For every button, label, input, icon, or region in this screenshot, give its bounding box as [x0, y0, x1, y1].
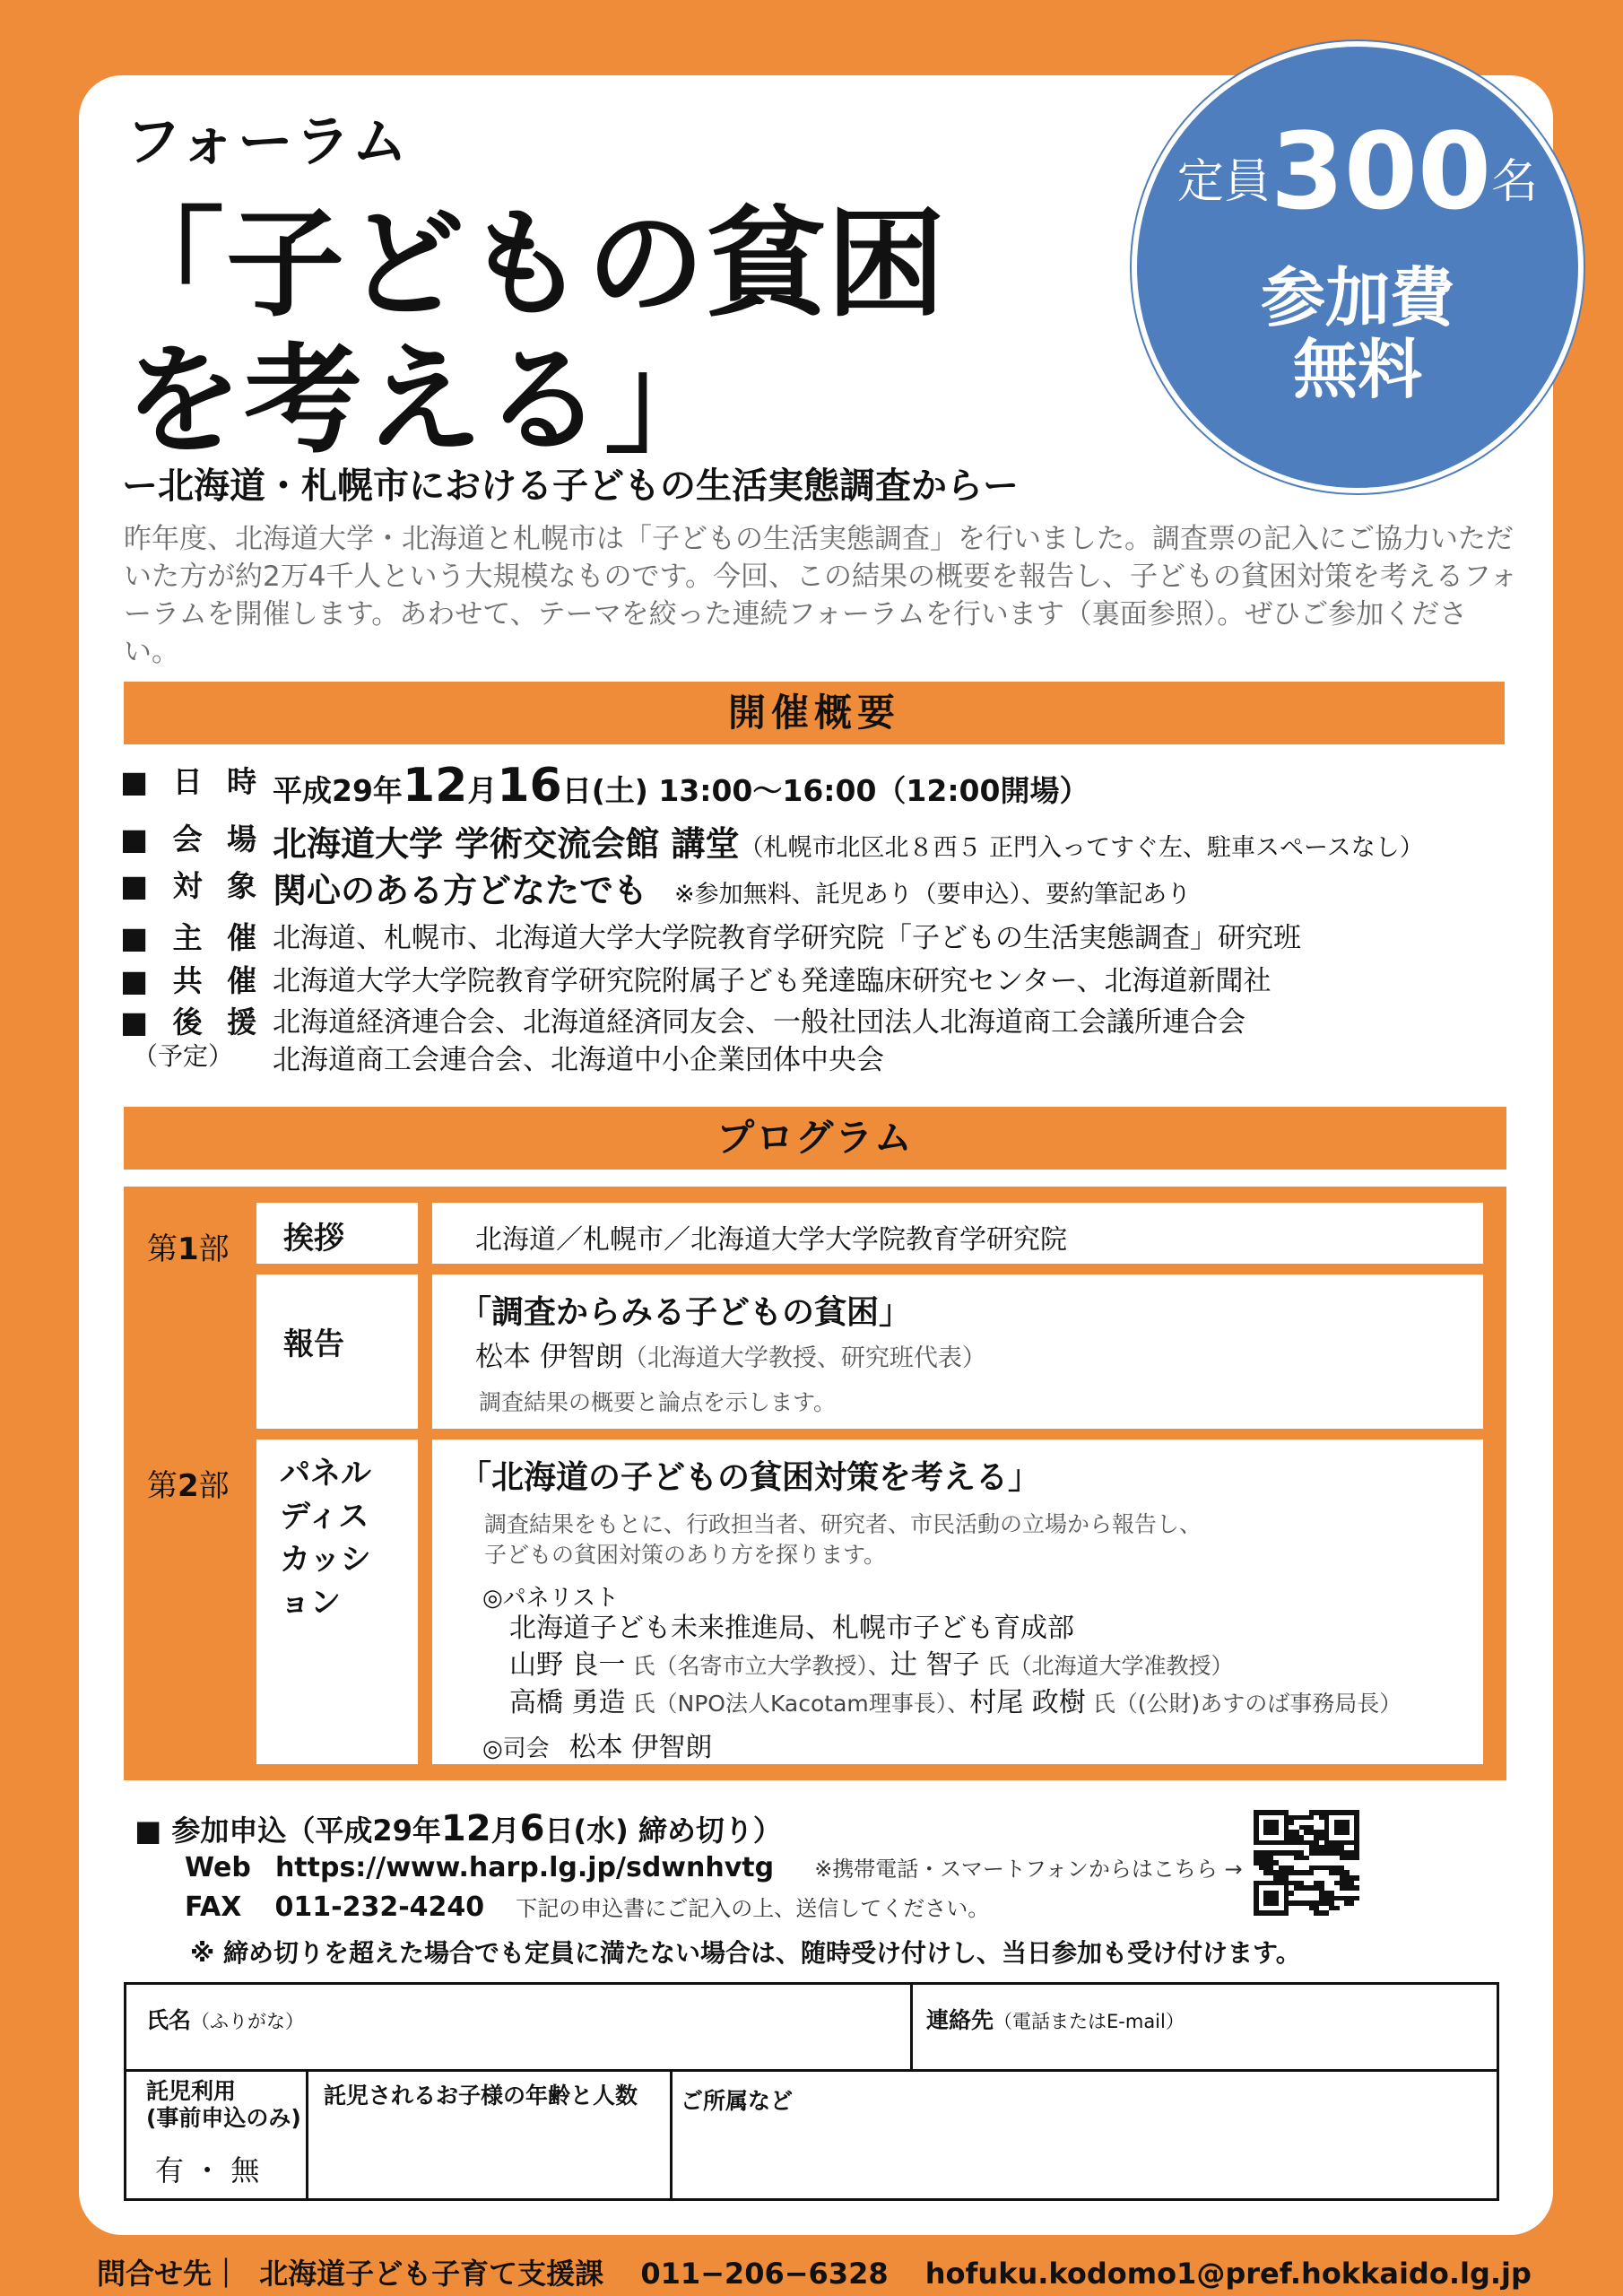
moderator-name: 松本 伊智朗: [568, 1732, 713, 1763]
target-label: ■ 対 象: [120, 868, 265, 903]
greeting-value: 北海道／札幌市／北海道大学大学院教育学研究院: [475, 1224, 1067, 1256]
application-heading: [135, 1808, 782, 1849]
web-label: Web: [185, 1852, 251, 1883]
affiliation-field[interactable]: ご所属など: [681, 2088, 794, 2114]
fee-line1: 参加費: [1260, 260, 1454, 335]
name-field[interactable]: [146, 2003, 304, 2035]
contact-sub: （電話またはE-mail）: [994, 2011, 1185, 2032]
fee-row: [1137, 262, 1578, 405]
panelist-heading: ◎パネリスト: [482, 1585, 620, 1612]
capacity-badge: [1132, 41, 1584, 493]
childcare-options[interactable]: 有 ・ 無: [155, 2153, 260, 2187]
panelist-2: [509, 1647, 1402, 1684]
panel-label-cell: [256, 1439, 418, 1764]
page-subtitle: ー北海道・札幌市における子どもの生活実態調査からー: [122, 465, 1019, 507]
panelist-3d: 氏（(公財)あすのば事務局長）: [1085, 1691, 1402, 1717]
capacity-row: [1137, 109, 1578, 233]
report-value-cell: [432, 1274, 1483, 1429]
web-url[interactable]: https://www.harp.lg.jp/sdwnhvtg: [274, 1852, 775, 1883]
support-line1: 北海道経済連合会、北海道経済同友会、一般社団法人北海道商工会議所連合会: [273, 1006, 1245, 1039]
form-col-divider-1: [306, 2069, 308, 2198]
panelist-3: [509, 1684, 1402, 1722]
page-title-line2: を考える」: [124, 332, 725, 470]
application-label-pre: ■ 参加申込（平成29年: [135, 1813, 441, 1848]
greeting-value-cell: [432, 1203, 1483, 1264]
form-col-divider-2: [670, 2069, 673, 2198]
page-title-line1: 「子どもの貧困: [106, 196, 947, 334]
report-speaker-row: [475, 1334, 986, 1374]
program-heading: プログラム: [124, 1107, 1506, 1170]
panelist-3a: 高橋 勇造: [509, 1687, 626, 1718]
childcare-label-2: (事前申込のみ): [146, 2105, 301, 2131]
overview-support-row: [120, 999, 1537, 1080]
panelist-3b: 氏（NPO法人Kacotam理事長）、: [625, 1691, 970, 1717]
panelist-list: [509, 1610, 1402, 1722]
support-label: ■ 後 援: [120, 1004, 265, 1039]
fax-note: 下記の申込書にご記入の上、送信してください。: [516, 1896, 990, 1921]
report-desc: 調査結果の概要と論点を示します。: [479, 1389, 837, 1415]
panel-title: 「北海道の子どもの貧困対策を考える」: [459, 1459, 1041, 1496]
organizer-value: 北海道、札幌市、北海道大学大学院教育学研究院「子どもの生活実態調査」研究班: [273, 922, 1301, 954]
program-table: [124, 1187, 1506, 1780]
part2-num: 2: [178, 1468, 199, 1504]
panelist-2c: 辻 智子: [890, 1649, 980, 1681]
report-speaker: 松本 伊智朗: [475, 1341, 623, 1373]
report-title: 「調査からみる子どもの貧困」: [459, 1294, 912, 1331]
childcare-field: [146, 2078, 301, 2132]
form-col-divider-top: [910, 1985, 913, 2069]
footer-email[interactable]: hofuku.kodomo1@pref.hokkaido.lg.jp: [924, 2257, 1532, 2291]
capacity-suffix: 名: [1491, 155, 1539, 209]
panel-desc-1: 調査結果をもとに、行政担当者、研究者、市民活動の立場から報告し、: [484, 1511, 1202, 1537]
panelist-2a: 山野 良一: [509, 1649, 626, 1681]
moderator-row: [482, 1725, 712, 1764]
support-line2: 北海道商工会連合会、北海道中小企業団体中央会: [273, 1044, 884, 1076]
report-label-cell: [256, 1274, 418, 1429]
part2-label: [147, 1461, 230, 1505]
intro-paragraph: 昨年度、北海道大学・北海道と札幌市は「子どもの生活実態調査」を行いました。調査票の記入にご協力いただいた方が約2万4千人という大規模なものです。今回、この結果の概要を報告し、子どもの貧困対策を考えるフォーラムを開催します。あわせて、テーマを絞った連続フォーラムを行います（裏面参照）。ぜひご参加ください。: [124, 523, 1518, 668]
capacity-number: 300: [1270, 109, 1492, 233]
greeting-label-cell: [256, 1203, 418, 1264]
support-sub: （予定）: [133, 1041, 234, 1071]
fax-number: 011-232-4240: [274, 1892, 485, 1923]
report-speaker-note: （北海道大学教授、研究班代表）: [622, 1344, 986, 1372]
panelist-2d: 氏（北海道大学准教授）: [979, 1653, 1234, 1679]
application-day: 6: [519, 1808, 545, 1849]
web-note: ※携帯電話・スマートフォンからはこちら →: [814, 1857, 1243, 1882]
deadline-note: ※ 締め切りを超えた場合でも定員に満たない場合は、随時受け付けし、当日参加も受け付けます。: [190, 1938, 1301, 1968]
fee-line2: 無料: [1292, 332, 1422, 407]
part2-post: 部: [198, 1468, 230, 1504]
venue-value: [273, 816, 1424, 865]
organizer-label: ■ 主 催: [120, 920, 265, 955]
panel-label-3: カッシ: [280, 1542, 371, 1578]
capacity-prefix: 定員: [1176, 155, 1271, 209]
child-age-field[interactable]: 託児されるお子様の年齢と人数: [324, 2083, 638, 2109]
overview-target-row: [120, 863, 1537, 910]
panel-desc-2: 子どもの貧困対策のあり方を探ります。: [484, 1542, 887, 1568]
panel-label-2: ディス: [280, 1499, 369, 1535]
childcare-label-1: 託児利用: [146, 2078, 237, 2104]
target-value-wrap: [273, 863, 1191, 912]
date-value: [273, 759, 1089, 813]
part1-label: [147, 1224, 230, 1268]
application-label-post: 日(水) 締め切り）: [544, 1813, 782, 1848]
fax-row: [185, 1891, 989, 1923]
target-note: ※参加無料、託児あり（要申込）、要約筆記あり: [674, 881, 1192, 909]
application-month-unit: 月: [490, 1813, 520, 1848]
greeting-label: 挨拶: [283, 1221, 344, 1257]
form-row-divider: [126, 2069, 1497, 2072]
panel-label-1: パネル: [280, 1456, 371, 1492]
date-month-unit: 月: [467, 773, 498, 808]
venue-name: 北海道大学 学術交流会館 講堂: [273, 824, 740, 864]
part1-post: 部: [198, 1231, 230, 1267]
overview-venue-row: [120, 816, 1555, 864]
overview-date-row: [120, 759, 1537, 813]
overview-heading: 開催概要: [124, 682, 1505, 744]
overview-cohost-row: [120, 958, 1537, 997]
panelist-3c: 村尾 政樹: [969, 1687, 1086, 1718]
cohost-label: ■ 共 催: [120, 963, 265, 998]
panelist-2b: 氏（名寄市立大学教授）、: [625, 1653, 890, 1679]
overview-organizer-row: [120, 915, 1537, 954]
date-era: 平成29年: [273, 773, 403, 808]
date-label: ■ 日 時: [120, 764, 265, 799]
part1-num: 1: [178, 1231, 199, 1267]
venue-note: （札幌市北区北８西５ 正門入ってすぐ左、駐車スペースなし）: [739, 834, 1424, 862]
qr-code-icon[interactable]: [1254, 1810, 1359, 1916]
footer-department: 北海道子ども子育て支援課: [259, 2257, 604, 2291]
contact-field[interactable]: [926, 2003, 1185, 2035]
contact-footer: [97, 2251, 1532, 2292]
moderator-label: ◎司会: [482, 1735, 550, 1762]
footer-phone: 011−206−6328: [640, 2257, 889, 2291]
target-value: 関心のある方どなたでも: [273, 871, 648, 910]
date-day: 16: [497, 759, 562, 813]
report-label: 報告: [283, 1326, 344, 1362]
date-rest: 日(土) 13:00〜16:00（12:00開場）: [561, 773, 1089, 808]
panelist-1: 北海道子ども未来推進局、札幌市子ども育成部: [509, 1613, 1074, 1644]
panel-desc: [484, 1509, 1202, 1570]
cohost-value: 北海道大学大学院教育学研究院附属子ども発達臨床研究センター、北海道新聞社: [273, 965, 1271, 997]
contact-label: 連絡先: [926, 2007, 994, 2033]
name-label: 氏名: [146, 2007, 192, 2033]
footer-label: 問合せ先｜: [97, 2257, 241, 2291]
forum-label: フォーラム: [126, 109, 410, 174]
date-month: 12: [402, 759, 468, 813]
application-form: [124, 1982, 1499, 2201]
panel-label-4: ョン: [280, 1585, 341, 1621]
part1-pre: 第: [147, 1231, 178, 1267]
panel-value-cell: [432, 1439, 1483, 1764]
venue-label: ■ 会 場: [120, 822, 265, 857]
application-month: 12: [440, 1808, 491, 1849]
name-sub: （ふりがな）: [191, 2011, 305, 2032]
panel-label: [280, 1452, 371, 1624]
fax-label: FAX: [185, 1892, 242, 1923]
web-row: [185, 1851, 1243, 1883]
part2-pre: 第: [147, 1468, 178, 1504]
qr-module: [1354, 1910, 1359, 1916]
